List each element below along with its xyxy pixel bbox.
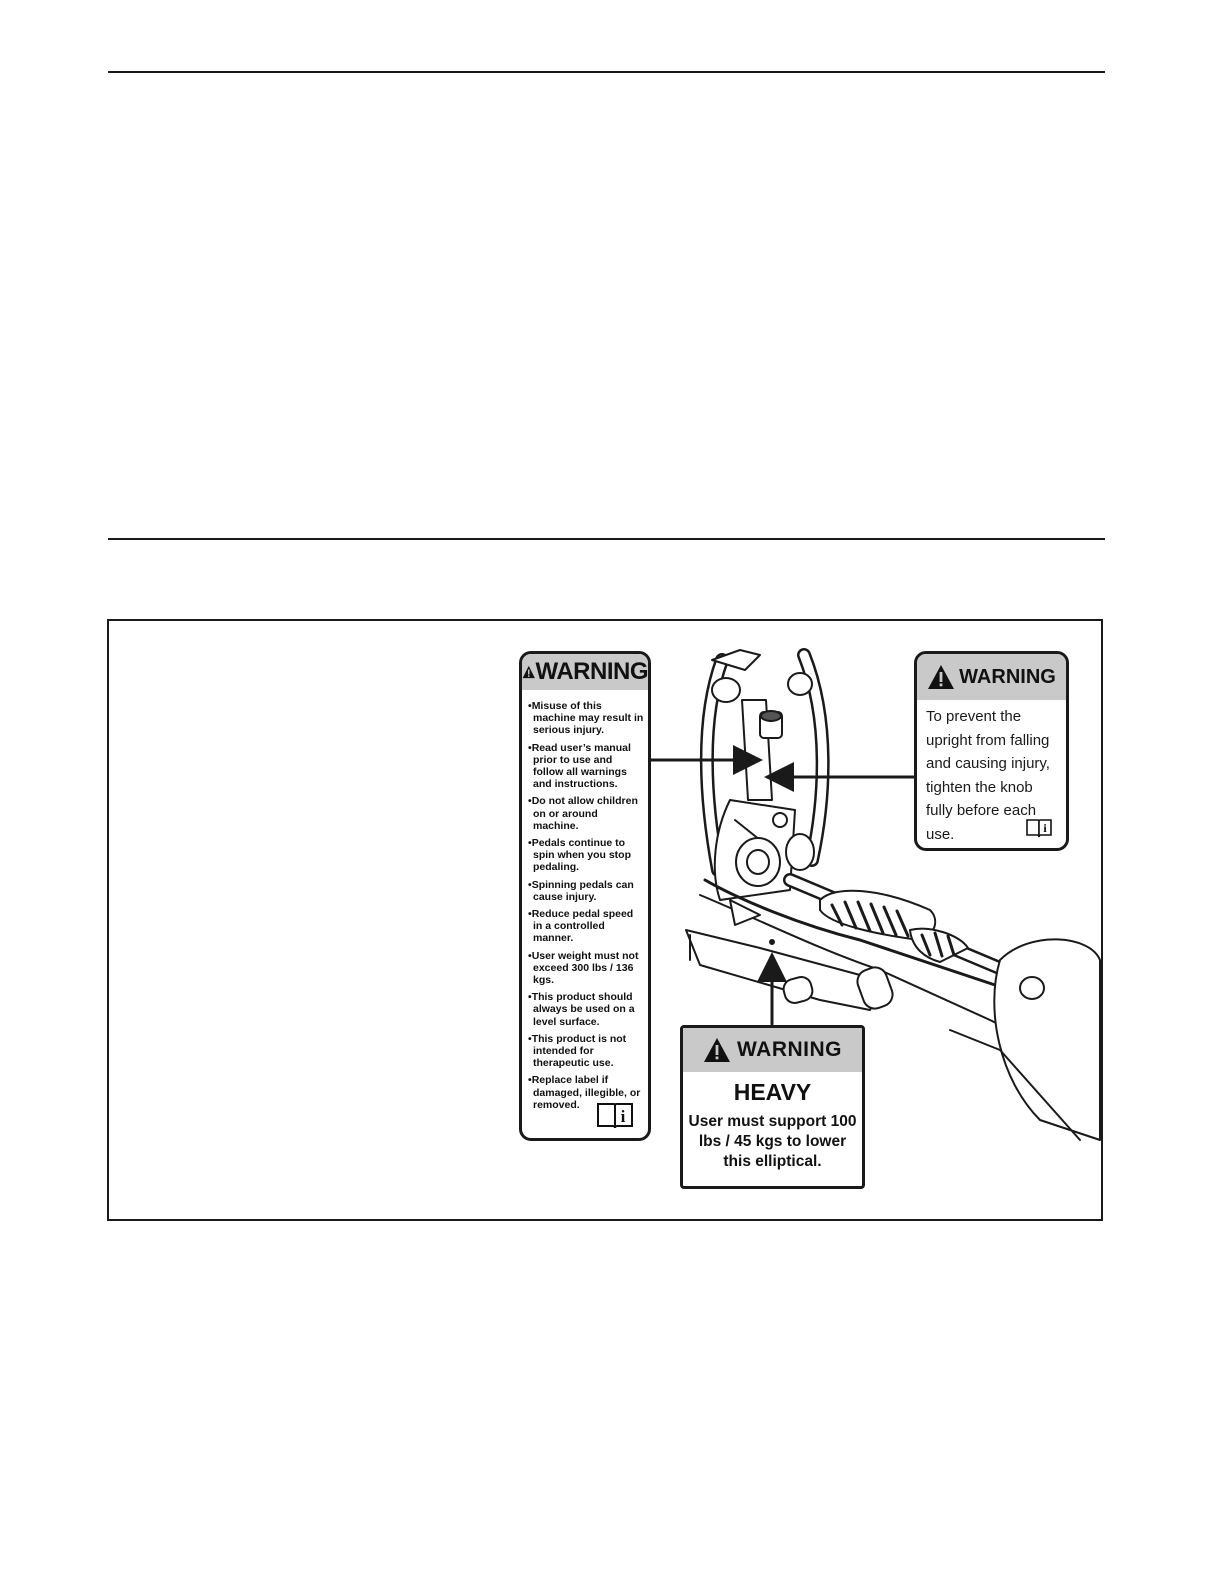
heavy-title: HEAVY: [733, 1079, 812, 1105]
list-item: • Replace label if damaged, illegible, or removed.: [528, 1074, 644, 1111]
warning-label-knob: [914, 651, 1069, 851]
warning-text: To prevent the upright from falling and causing injury, tighten the knob fully before each use.: [926, 708, 1050, 843]
manual-info-icon: [1026, 818, 1052, 838]
list-item: • This product should always be used on a level surface.: [528, 991, 644, 1028]
warning-triangle-icon: [927, 664, 955, 690]
warning-label-heavy: [680, 1025, 865, 1189]
list-item: • Misuse of this machine may result in serious injury.: [528, 700, 644, 737]
warning-label-general: [519, 651, 651, 1141]
list-item: • Pedals continue to spin when you stop pedaling.: [528, 837, 644, 874]
svg-text:i: i: [620, 1107, 626, 1126]
warning-label-header: [522, 654, 648, 690]
warning-heading: WARNING: [737, 1038, 842, 1061]
svg-text:i: i: [1043, 821, 1047, 835]
warning-label-header: [917, 654, 1066, 700]
list-item: • Reduce pedal speed in a controlled manner.: [528, 908, 644, 945]
warning-heading: WARNING: [535, 658, 648, 685]
warning-triangle-icon: [703, 1037, 731, 1063]
list-item: • Do not allow children on or around machine.: [528, 795, 644, 832]
list-item: • Spinning pedals can cause injury.: [528, 879, 644, 903]
list-item: • This product is not intended for therapeutic use.: [528, 1033, 644, 1070]
list-item: • Read user’s manual prior to use and follow all warnings and instructions.: [528, 742, 644, 791]
warning-list: [522, 690, 648, 1111]
warning-triangle-icon: [522, 661, 536, 683]
warning-label-header: [683, 1028, 862, 1072]
heavy-text: User must support 100 lbs / 45 kgs to lower this elliptical.: [688, 1113, 857, 1170]
list-item: • User weight must not exceed 300 lbs / 136 kgs.: [528, 950, 644, 987]
warning-heading: WARNING: [959, 665, 1056, 688]
manual-info-icon: [596, 1100, 634, 1130]
